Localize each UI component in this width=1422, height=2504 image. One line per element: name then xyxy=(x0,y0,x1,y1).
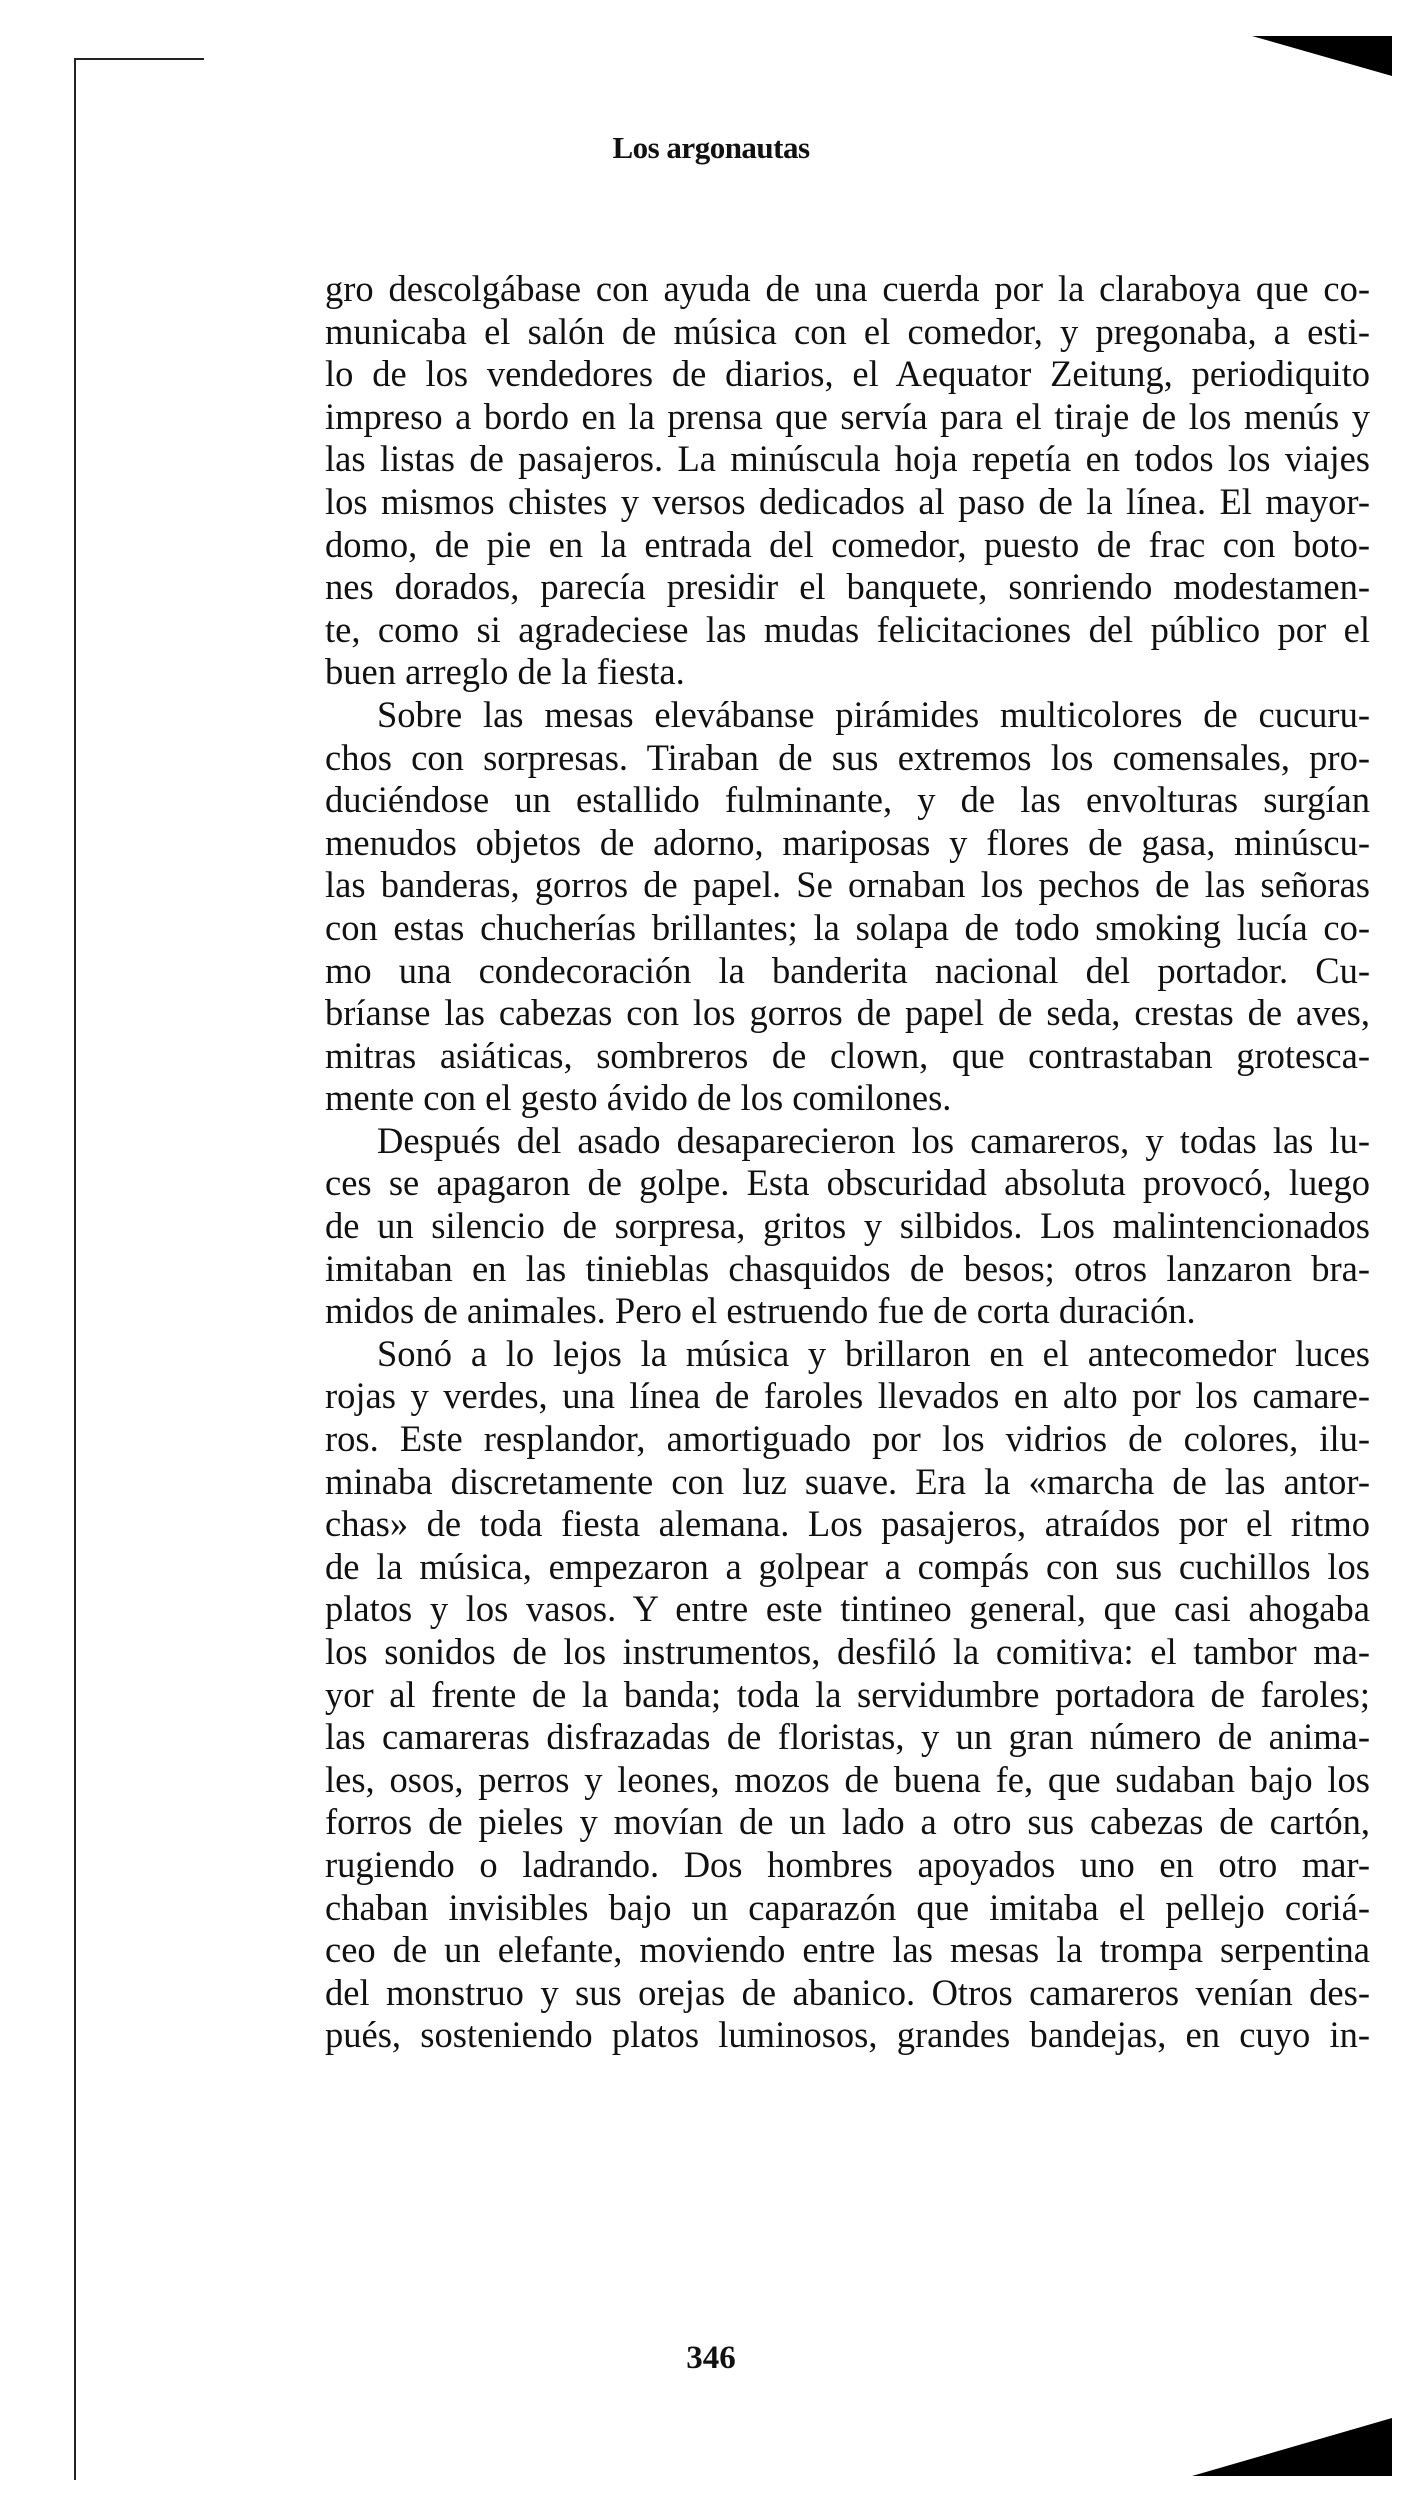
text-line: ros. Este resplandor, amortiguado por los vidrios de colores, ilu- xyxy=(325,1418,1370,1460)
text-line: nes dorados, parecía presidir el banquete, sonriendo modestamen- xyxy=(325,566,1370,608)
text-line: del monstruo y sus orejas de abanico. Otros camareros venían des- xyxy=(325,1971,1370,2013)
text-line: les, osos, perros y leones, mozos de buena fe, que sudaban bajo los xyxy=(325,1758,1370,1800)
text-line: te, como si agradeciese las mudas felicitaciones del público por el xyxy=(325,608,1370,650)
text-line: de la música, empezaron a golpear a compás con sus cuchillos los xyxy=(325,1545,1370,1587)
text-line: Sobre las mesas elevábanse pirámides multicolores de cucuru- xyxy=(377,693,1370,735)
text-line: rojas y verdes, una línea de faroles llevados en alto por los camare- xyxy=(325,1375,1370,1417)
text-line: midos de animales. Pero el estruendo fue de corta duración. xyxy=(325,1290,1196,1332)
text-line: las listas de pasajeros. La minúscula hoja repetía en todos los viajes xyxy=(325,438,1370,480)
text-line: Después del asado desaparecieron los camareros, y todas las lu- xyxy=(377,1119,1370,1161)
text-line: mo una condecoración la banderita nacional del portador. Cu- xyxy=(325,949,1370,991)
text-line: buen arreglo de la fiesta. xyxy=(325,651,685,693)
text-line: impreso a bordo en la prensa que servía para el tiraje de los menús y xyxy=(325,395,1370,437)
text-line: mitras asiáticas, sombreros de clown, que contrastaban grotesca- xyxy=(325,1034,1370,1076)
text-line: los mismos chistes y versos dedicados al paso de la línea. El mayor- xyxy=(325,480,1370,522)
text-line: bríanse las cabezas con los gorros de papel de seda, crestas de aves, xyxy=(325,992,1370,1034)
scan-shadow-bottom-right xyxy=(1192,2418,1392,2476)
text-line: las banderas, gorros de papel. Se ornaban los pechos de las señoras xyxy=(325,864,1370,906)
text-line: menudos objetos de adorno, mariposas y flores de gasa, minúscu- xyxy=(325,821,1370,863)
text-line: rugiendo o ladrando. Dos hombres apoyados uno en otro mar- xyxy=(325,1843,1370,1885)
text-line: imitaban en las tinieblas chasquidos de besos; otros lanzaron bra- xyxy=(325,1247,1370,1289)
text-line: los sonidos de los instrumentos, desfiló la comitiva: el tambor ma- xyxy=(325,1631,1370,1672)
text-line: platos y los vasos. Y entre este tintineo general, que casi ahogaba xyxy=(325,1588,1370,1630)
text-line: chos con sorpresas. Tiraban de sus extremos los comensales, pro- xyxy=(325,736,1370,778)
text-line: chaban invisibles bajo un caparazón que imitaba el pellejo coriá- xyxy=(325,1886,1370,1928)
text-line: minaba discretamente con luz suave. Era la «marcha de las antor- xyxy=(325,1460,1370,1502)
text-line: pués, sosteniendo platos luminosos, grandes bandejas, en cuyo in- xyxy=(325,2014,1370,2056)
text-line: Sonó a lo lejos la música y brillaron en el antecomedor luces xyxy=(377,1332,1370,1374)
text-line: ces se apagaron de golpe. Esta obscuridad absoluta provocó, luego xyxy=(325,1162,1370,1204)
body-text xyxy=(325,268,1370,2057)
text-line: gro descolgábase con ayuda de una cuerda por la claraboya que co- xyxy=(325,268,1370,309)
page-number: 346 xyxy=(686,2340,736,2376)
text-line: duciéndose un estallido fulminante, y de las envolturas surgían xyxy=(325,779,1370,821)
text-line: ceo de un elefante, moviendo entre las mesas la trompa serpentina xyxy=(325,1929,1370,1971)
text-line: yor al frente de la banda; toda la servidumbre portadora de faroles; xyxy=(325,1673,1370,1715)
text-line: mente con el gesto ávido de los comilones. xyxy=(325,1077,952,1119)
running-head: Los argonautas xyxy=(612,130,810,165)
scan-shadow-top-right xyxy=(1252,36,1392,76)
text-line: forros de pieles y movían de un lado a otro sus cabezas de cartón, xyxy=(325,1801,1370,1843)
text-line: domo, de pie en la entrada del comedor, puesto de frac con boto- xyxy=(325,523,1370,565)
text-line: de un silencio de sorpresa, gritos y silbidos. Los malintencionados xyxy=(325,1205,1370,1247)
text-line: con estas chucherías brillantes; la solapa de todo smoking lucía co- xyxy=(325,906,1370,948)
page-edge-top xyxy=(74,58,204,60)
text-line: chas» de toda fiesta alemana. Los pasajeros, atraídos por el ritmo xyxy=(325,1503,1370,1545)
text-line: las camareras disfrazadas de floristas, y un gran número de anima- xyxy=(325,1716,1370,1758)
page-edge-left xyxy=(74,60,76,2480)
text-line: lo de los vendedores de diarios, el Aequator Zeitung, periodiquito xyxy=(325,353,1370,395)
text-line: municaba el salón de música con el comedor, y pregonaba, a esti- xyxy=(325,310,1370,352)
